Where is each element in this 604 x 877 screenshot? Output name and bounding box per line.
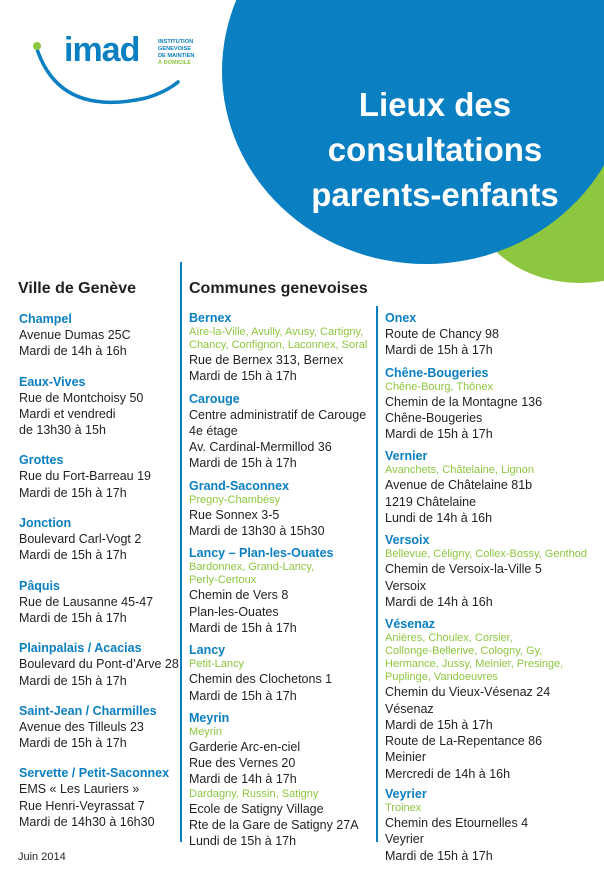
list-item: Eaux-Vives Rue de Montchoisy 50 Mardi et vendredi de 13h30 à 15h [19, 374, 179, 439]
location-name: Champel [19, 312, 72, 326]
list-item: Versoix Bellevue, Céligny, Collex-Bossy, Genthod Chemin de Versoix-la-Ville 5 Versoix Mardi de 14h à 16h [385, 532, 601, 610]
location-name: Versoix [385, 533, 430, 548]
list-item: Saint-Jean / Charmilles Avenue des Tilleuls 23 Mardi de 15h à 17h [19, 703, 179, 752]
communes-column-2 [385, 310, 601, 864]
location-name: Onex [385, 311, 417, 325]
location-name: Pâquis [19, 578, 60, 593]
location-name: Vésenaz [385, 617, 436, 632]
location-name: Chêne-Bougeries [385, 365, 489, 380]
communes-heading: Communes genevoises [189, 280, 368, 297]
location-name: Veyrier [385, 787, 427, 802]
title-line: Lieux des [358, 86, 512, 123]
logo-subtitle: INSTITUTION GENEVOISE DE MAINTIEN À DOMICILE [158, 39, 195, 66]
location-name: Saint-Jean / Charmilles [19, 703, 157, 718]
ville-column [19, 311, 179, 830]
title-line: parents-enfants [311, 176, 559, 213]
location-name: Plainpalais / Acacias [19, 641, 142, 656]
communes-column-1 [189, 310, 375, 850]
location-name: Carouge [189, 391, 240, 406]
location-name: Lancy [189, 643, 226, 658]
page-title [276, 82, 594, 217]
location-name: Bernex [189, 311, 232, 325]
list-item: Champel Avenue Dumas 25C Mardi de 14h à 16h [19, 311, 179, 360]
logo-wordmark: imad [64, 31, 140, 69]
list-item: Plainpalais / Acacias Boulevard du Pont-d’Arve 28 Mardi de 15h à 17h [19, 641, 179, 688]
list-item: Onex Route de Chancy 98 Mardi de 15h à 17h [385, 310, 601, 359]
list-item: Grand-Saconnex Pregny-Chambésy Rue Sonnex 3-5 Mardi de 13h30 à 15h30 [189, 478, 375, 540]
column-divider [180, 262, 182, 842]
footer-date: Juin 2014 [18, 851, 66, 863]
list-item: Chêne-Bougeries Chêne-Bourg, Thônex Chemin de la Montagne 136 Chêne-Bougeries Mardi de 15h à 17h [385, 365, 601, 443]
list-item: Meyrin Meyrin Garderie Arc-en-ciel Rue des Vernes 20 Mardi de 14h à 17h Dardagny, Russin, Satigny Ecole de Satigny Village Rte de la Gare de Satigny 27A Lundi de 15h à 17h [189, 710, 375, 850]
list-item: Lancy Petit-Lancy Chemin des Clochetons 1 Mardi de 15h à 17h [189, 642, 375, 704]
list-item: Servette / Petit-Saconnex EMS « Les Lauriers » Rue Henri-Veyrassat 7 Mardi de 14h30 à 16h30 [19, 765, 179, 830]
list-item: Bernex Aïre-la-Ville, Avully, Avusy, Cartigny, Chancy, Confignon, Laconnex, Soral Rue de Bernex 313, Bernex Mardi de 15h à 17h [189, 310, 375, 385]
location-name: Grand-Saconnex [189, 478, 290, 493]
list-item: Veyrier Troinex Chemin des Etournelles 4 Veyrier Mardi de 15h à 17h [385, 786, 601, 864]
location-name: Eaux-Vives [19, 374, 86, 389]
location-name: Lancy – Plan-les-Ouates [189, 546, 334, 561]
location-name: Servette / Petit-Saconnex [19, 766, 170, 781]
ville-heading: Ville de Genève [18, 280, 136, 297]
column-divider [376, 306, 378, 842]
location-name: Vernier [385, 449, 428, 464]
location-name: Grottes [19, 453, 64, 468]
list-item: Lancy – Plan-les-Ouates Bardonnex, Grand-Lancy, Perly-Certoux Chemin de Vers 8 Plan-les-Ouates Mardi de 15h à 17h [189, 545, 375, 636]
location-name: Jonction [19, 516, 72, 531]
list-item: Jonction Boulevard Carl-Vogt 2 Mardi de 15h à 17h [19, 515, 179, 564]
location-name: Meyrin [189, 710, 230, 725]
title-line: consultations [327, 131, 543, 168]
list-item: Grottes Rue du Fort-Barreau 19 Mardi de 15h à 17h [19, 452, 179, 501]
list-item: Carouge Centre administratif de Carouge 4e étage Av. Cardinal-Mermillod 36 Mardi de 15h à 17h [189, 391, 375, 472]
list-item: Vésenaz Anières, Choulex, Corsier, Collonge-Bellerive, Cologny, Gy, Hermance, Jussy, Meinier, Presinge, Puplinge, Vandoeuvres Chemin du Vieux-Vésenaz 24 Vésenaz Mardi de 15h à 17h Route de La-Repentance 86 Meinier Mercredi de 14h à 16h [385, 616, 601, 782]
list-item: Pâquis Rue de Lausanne 45-47 Mardi de 15h à 17h [19, 578, 179, 627]
list-item: Vernier Avanchets, Châtelaine, Lignon Avenue de Châtelaine 81b 1219 Châtelaine Lundi de 14h à 16h [385, 448, 601, 526]
